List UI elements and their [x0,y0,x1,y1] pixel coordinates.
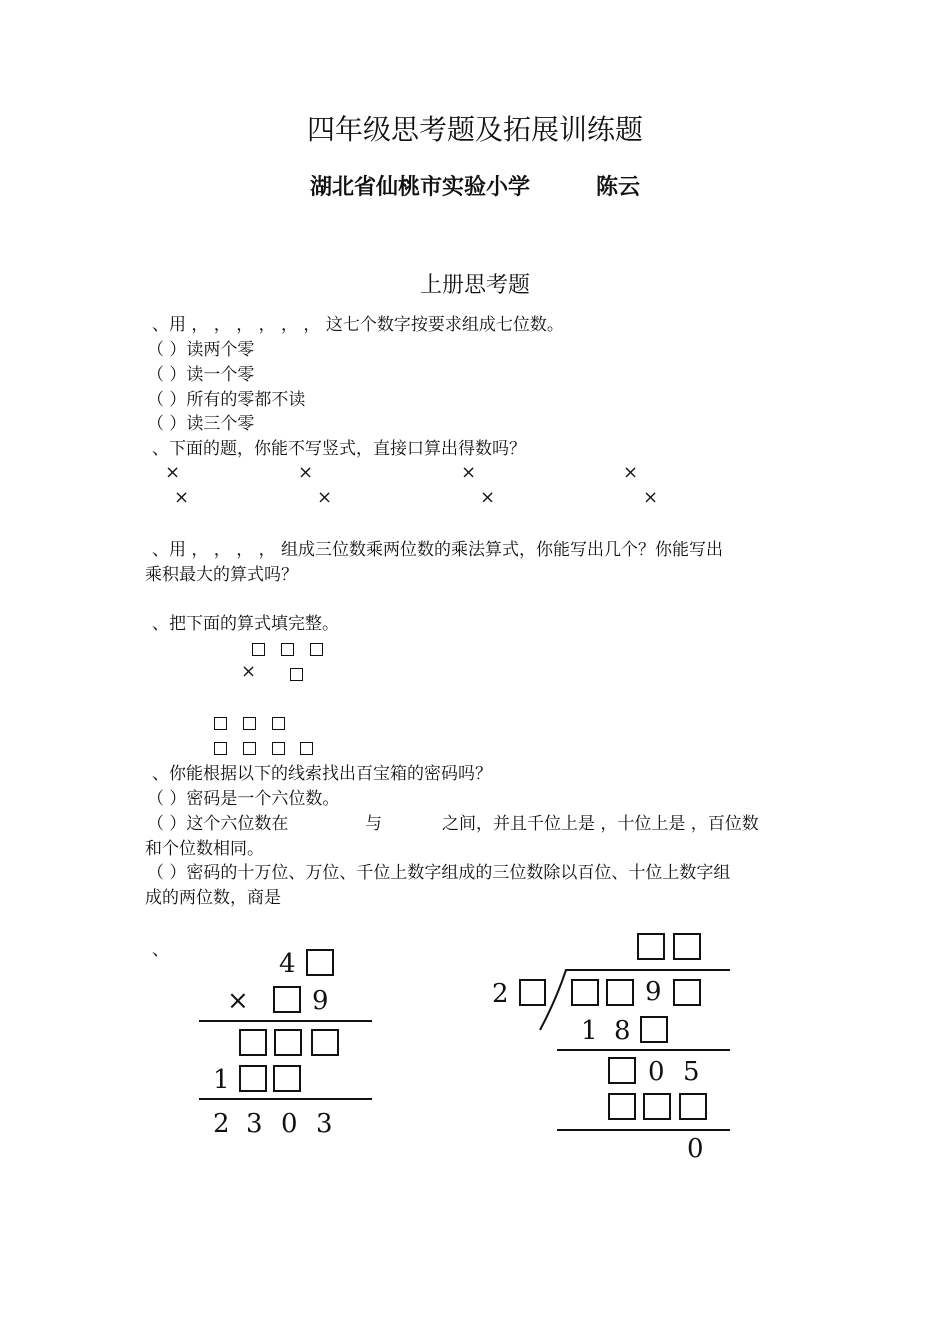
blank-box [638,934,664,959]
q5-prompt: 、你能根据以下的线索找出百宝箱的密码吗？ [152,764,492,784]
q2-prompt: 、下面的题，你能不写竖式，直接口算出得数吗？ [152,439,526,459]
division-bracket [540,970,730,1030]
mult-partial-digit: 1 [213,1065,230,1095]
times-sign: × [317,487,333,508]
q1-item-2: （ ）读一个零 [147,365,255,385]
author-name: 陈云 [596,175,641,200]
section-title: 上册思考题 [419,273,530,298]
q5-item-2-cont: 和个位数相同。 [145,839,264,859]
blank-box [609,1058,635,1083]
mult-result-digit: 0 [281,1109,298,1139]
blank-box [572,980,598,1005]
q1-item-4: （ ）读三个零 [147,414,255,434]
blank-box [312,1030,338,1055]
q5-item-1: （ ）密码是一个六位数。 [147,789,340,809]
page-title: 四年级思考题及拓展训练题 [306,113,643,146]
blank-box [274,987,300,1012]
mult-result-digit: 3 [246,1109,263,1139]
blank-box [275,1030,301,1055]
times-sign: × [461,462,477,483]
times-sign: × [480,487,496,508]
q5-item-2-between: 与 [365,814,382,834]
div-sub-digit: 8 [614,1016,631,1046]
q1-prompt: 、用 ， ， ， ， ， ， 这七个数字按要求组成七位数。 [152,315,564,335]
q1-item-1: （ ）读两个零 [147,340,255,360]
div-dividend-digit: 9 [645,977,662,1007]
mult-top-digit: 4 [279,949,296,979]
q4-prompt: 、把下面的算式填完整。 [152,614,339,634]
blank-box [520,980,545,1005]
blank-box [680,1094,706,1119]
blank-box [644,1094,670,1119]
blank-box [274,1066,300,1091]
mult-mid-digit: 9 [312,986,329,1016]
times-sign: × [165,462,181,483]
blank-box [607,980,633,1005]
q5-item-2: （ ）这个六位数在 [147,814,289,834]
blank-box [240,1030,266,1055]
div-divisor-digit: 2 [492,979,509,1009]
times-sign: × [623,462,639,483]
blank-box [307,950,333,975]
blank-box [674,934,700,959]
mult-result-digit: 2 [213,1109,230,1139]
times-sign: × [241,661,257,682]
times-sign: × [298,462,314,483]
blank-box [609,1094,635,1119]
div-rem-digit: 5 [683,1057,700,1087]
q3-line-1: 、用 ， ， ， ， 组成三位数乘两位数的乘法算式，你能写出几个？你能写出 [152,540,724,560]
div-rem-digit: 0 [648,1057,665,1087]
times-sign: × [174,487,190,508]
blank-box [641,1017,667,1042]
q5-item-3: （ ）密码的十万位、万位、千位上数字组成的三位数除以百位、十位上数字组 [147,863,731,883]
div-sub-digit: 1 [581,1016,598,1046]
author-school: 湖北省仙桃市实验小学 [310,175,531,200]
q5-item-3-cont: 成的两位数，商是 [145,888,281,908]
mult-result-digit: 3 [316,1109,333,1139]
times-sign: × [643,487,659,508]
q3-line-2: 乘积最大的算式吗？ [145,565,298,585]
q5-item-2-rest: 之间，并且千位上是 ，十位上是 ，百位数 [442,814,759,834]
q6-marker: 、 [152,940,169,960]
blank-box [674,980,700,1005]
blank-box [240,1066,266,1091]
q1-item-3: （ ）所有的零都不读 [147,390,306,410]
mult-times-sign: × [227,986,249,1016]
div-final-digit: 0 [687,1134,704,1164]
